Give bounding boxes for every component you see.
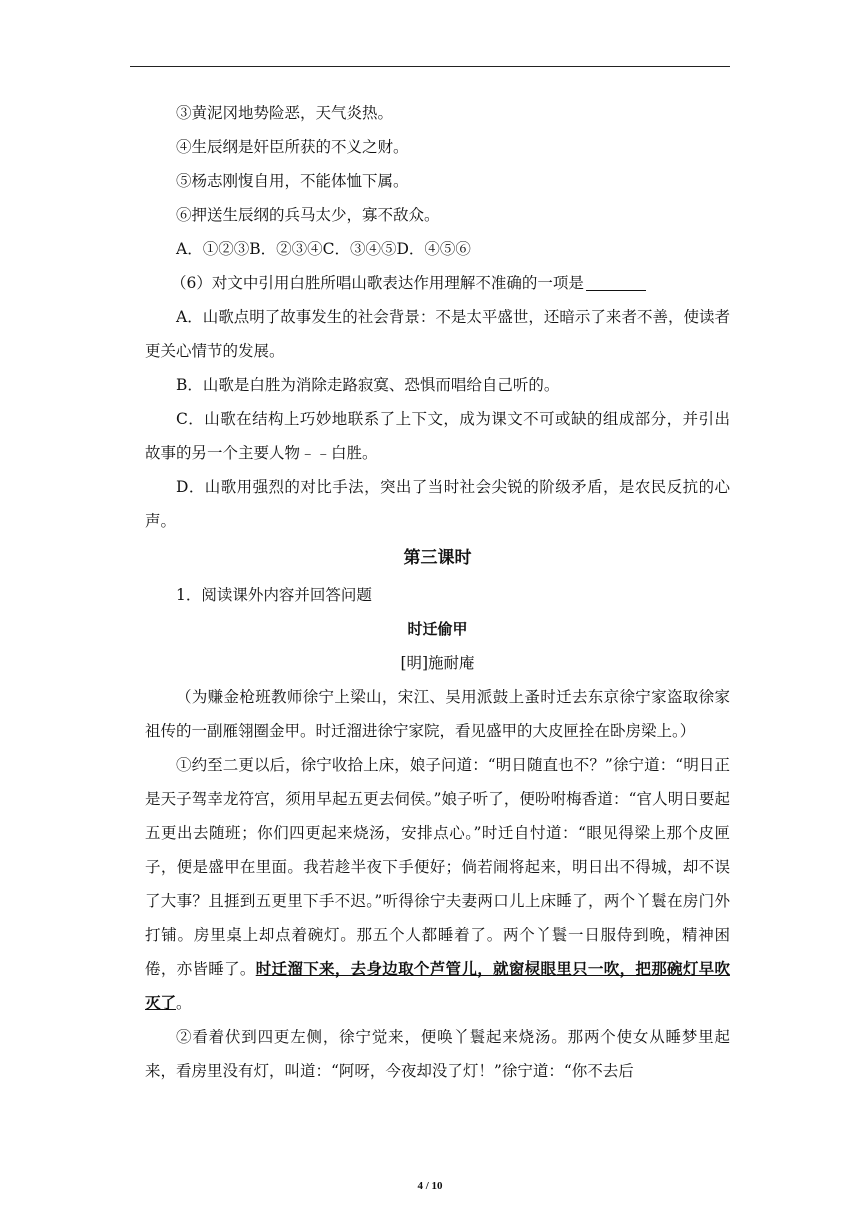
underlined-sentence: 时迁溜下来，去身边取个芦管儿，就窗棂眼里只一吹，把那碗灯早吹灭了 [145,959,730,1012]
question-6-text: （6）对文中引用白胜所唱山歌表达作用理解不准确的一项是 [171,274,584,292]
passage-title: 时迁偷甲 [407,620,468,638]
passage-intro: （为赚金枪班教师徐宁上梁山，宋江、吴用派鼓上蚤时迁去东京徐宁家盗取徐家祖传的一副雁翎圈金甲。时迁溜进徐宁家院，看见盛甲的大皮匣拴在卧房梁上。） [145,688,730,740]
question-6-option-d: D．山歌用强烈的对比手法，突出了当时社会尖锐的阶级矛盾，是农民反抗的心声。 [145,478,730,530]
reading-task: 1．阅读课外内容并回答问题 [176,586,372,604]
answer-choices: A．①②③B．②③④C．③④⑤D．④⑤⑥ [176,240,471,258]
option-item-4: ④生辰纲是奸臣所获的不义之财。 [176,138,409,156]
passage-author: [明]施耐庵 [400,654,475,672]
header-rule [130,66,730,67]
document-page [145,96,730,1088]
question-6-stem [145,266,730,300]
question-6-option-c: C．山歌在结构上巧妙地联系了上下文，成为课文不可或缺的组成部分，并引出故事的另一个主要人物﹣﹣白胜。 [145,410,730,462]
answer-blank [586,274,646,291]
passage-paragraph-1 [145,748,730,1020]
question-6-option-a: A．山歌点明了故事发生的社会背景：不是太平盛世，还暗示了来者不善，使读者更关心情节的发展。 [145,308,730,360]
option-item-3: ③黄泥冈地势险恶，天气炎热。 [176,104,394,122]
page-number: 4 / 10 [417,1180,443,1192]
question-6-option-b: B．山歌是白胜为消除走路寂寞、恐惧而唱给自己听的。 [176,376,560,394]
passage-paragraph-2: ②看着伏到四更左侧，徐宁觉来，便唤丫鬟起来烧汤。那两个使女从睡梦里起来，看房里没有灯，叫道：“阿呀，今夜却没了灯！”徐宁道：“你不去后 [145,1028,730,1080]
paragraph-1-text: ①约至二更以后，徐宁收拾上床，娘子问道：“明日随直也不？”徐宁道：“明日正是天子驾幸龙符宫，须用早起五更去伺侯。”娘子听了，便吩咐梅香道：“官人明日要起五更出去随班；你们四更起来烧汤，安排点心。”时迁自忖道：“眼见得梁上那个皮匣子，便是盛甲在里面。我若趁半夜下手便好；倘若闹将起来，明日出不得城，却不误了大事？且捱到五更里下手不迟。”听得徐宁夫妻两口儿上床睡了，两个丫鬟在房门外打铺。房里桌上却点着碗灯。那五个人都睡着了。两个丫鬟一日服侍到晚，精神困倦，亦皆睡了。 [145,756,730,978]
lesson-title: 第三课时 [403,548,472,568]
paragraph-1-end: 。 [176,994,192,1012]
option-item-6: ⑥押送生辰纲的兵马太少，寡不敌众。 [176,206,440,224]
option-item-5: ⑤杨志刚愎自用，不能体恤下属。 [176,172,409,190]
